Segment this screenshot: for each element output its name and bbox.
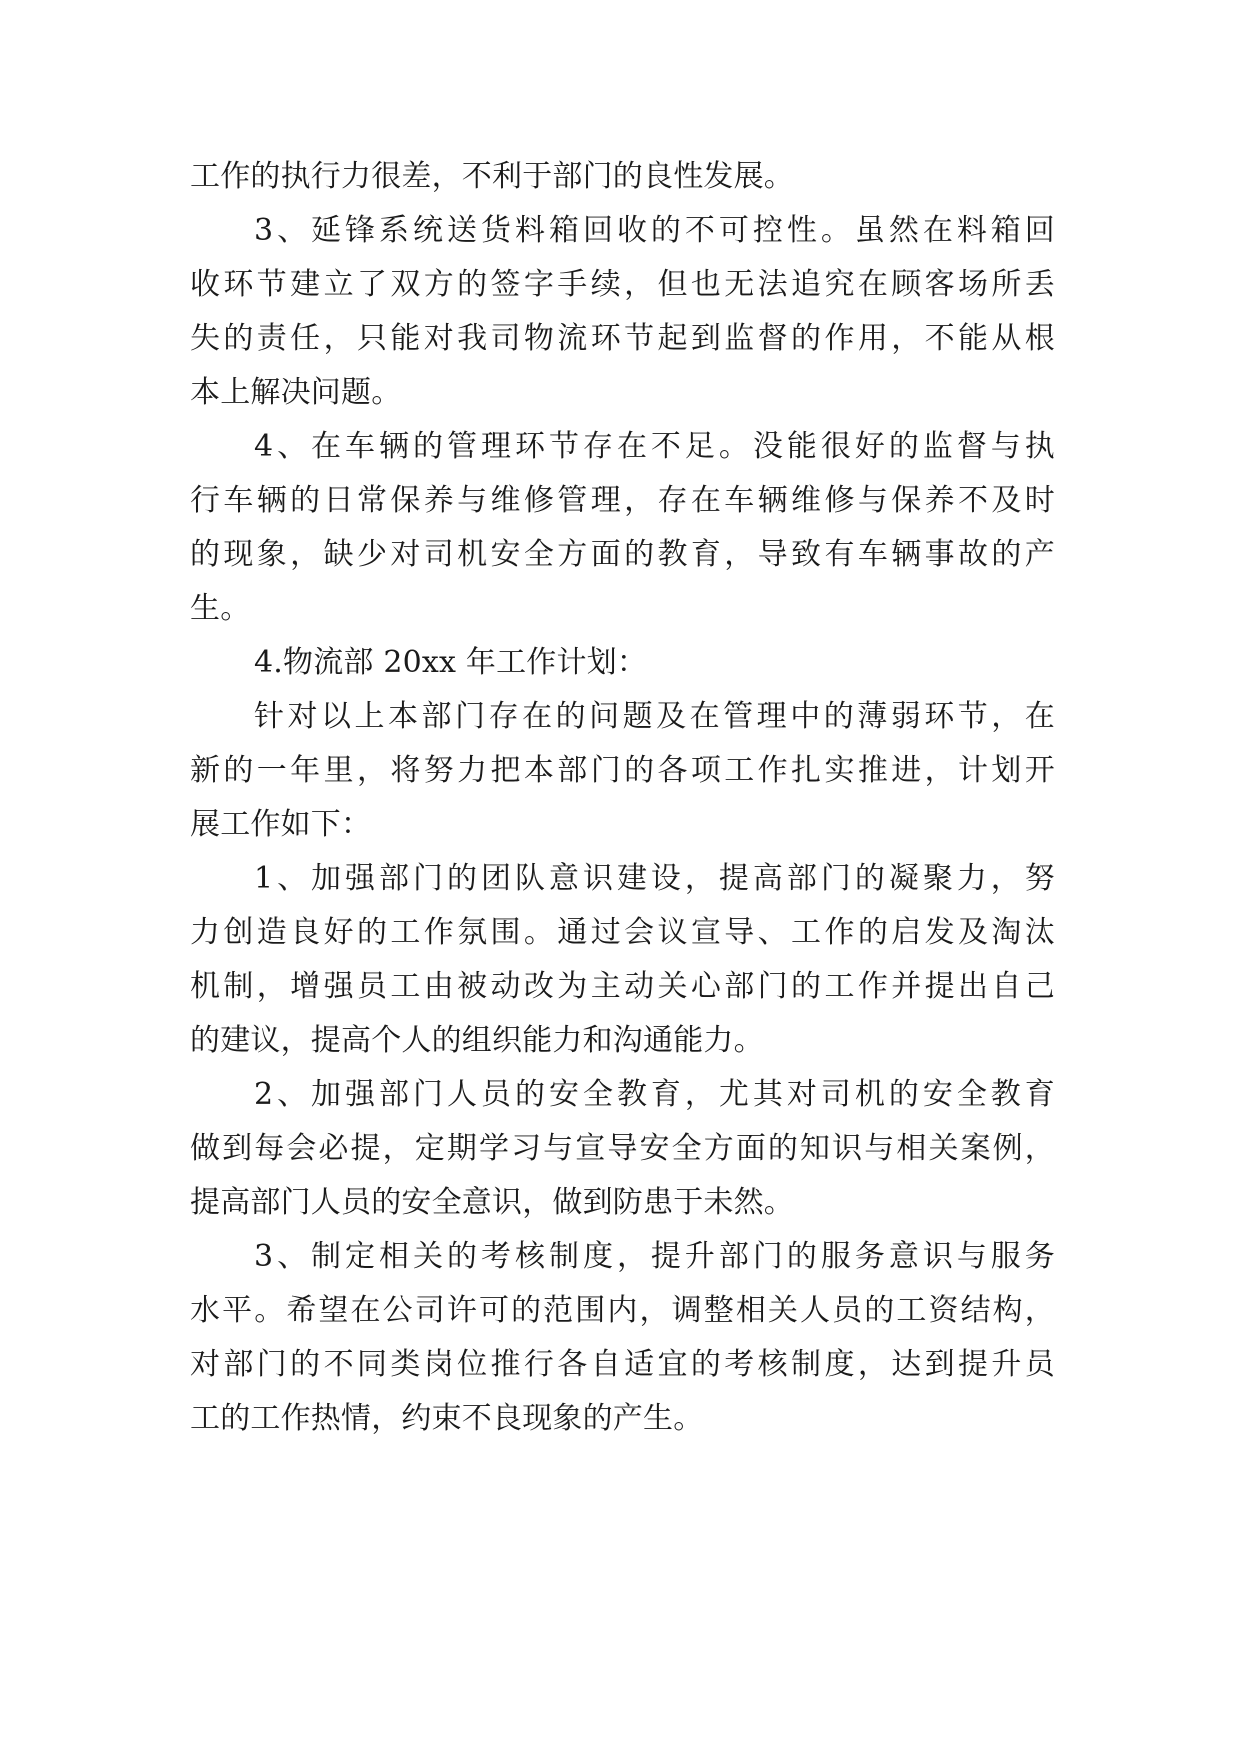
text-line: 4、在车辆的管理环节存在不足。没能很好的监督与执	[254, 429, 1055, 464]
text-line: 收环节建立了双方的签字手续，但也无法追究在顾客场所丢	[190, 267, 1055, 302]
text-line: 展工作如下：	[190, 807, 372, 842]
text-line: 3、制定相关的考核制度，提升部门的服务意识与服务	[254, 1239, 1055, 1274]
text-line: 行车辆的日常保养与维修管理，存在车辆维修与保养不及时	[190, 483, 1055, 518]
text-line: 1、加强部门的团队意识建设，提高部门的凝聚力，努	[254, 861, 1055, 896]
text-line: 针对以上本部门存在的问题及在管理中的薄弱环节，在	[254, 699, 1055, 734]
text-line: 失的责任，只能对我司物流环节起到监督的作用，不能从根	[190, 321, 1055, 356]
text-line: 水平。希望在公司许可的范围内，调整相关人员的工资结构，	[190, 1293, 1055, 1328]
text-line: 本上解决问题。	[190, 375, 402, 410]
text-line: 的现象，缺少对司机安全方面的教育，导致有车辆事故的产	[190, 537, 1055, 572]
text-line: 新的一年里，将努力把本部门的各项工作扎实推进，计划开	[190, 753, 1055, 788]
section-heading: 4.物流部 20xx 年工作计划：	[254, 645, 648, 680]
text-line: 3、延锋系统送货料箱回收的不可控性。虽然在料箱回	[254, 213, 1055, 248]
text-line: 做到每会必提，定期学习与宣导安全方面的知识与相关案例，	[190, 1131, 1055, 1166]
text-line: 对部门的不同类岗位推行各自适宜的考核制度，达到提升员	[190, 1347, 1055, 1382]
text-line: 2、加强部门人员的安全教育，尤其对司机的安全教育	[254, 1077, 1055, 1112]
text-line: 的建议，提高个人的组织能力和沟通能力。	[190, 1023, 764, 1058]
text-line: 工作的执行力很差，不利于部门的良性发展。	[190, 159, 794, 194]
text-line: 生。	[190, 591, 251, 626]
text-line: 力创造良好的工作氛围。通过会议宣导、工作的启发及淘汰	[190, 915, 1055, 950]
text-line: 工的工作热情，约束不良现象的产生。	[190, 1401, 704, 1436]
text-line: 机制，增强员工由被动改为主动关心部门的工作并提出自己	[190, 969, 1055, 1004]
text-line: 提高部门人员的安全意识，做到防患于未然。	[190, 1185, 794, 1220]
